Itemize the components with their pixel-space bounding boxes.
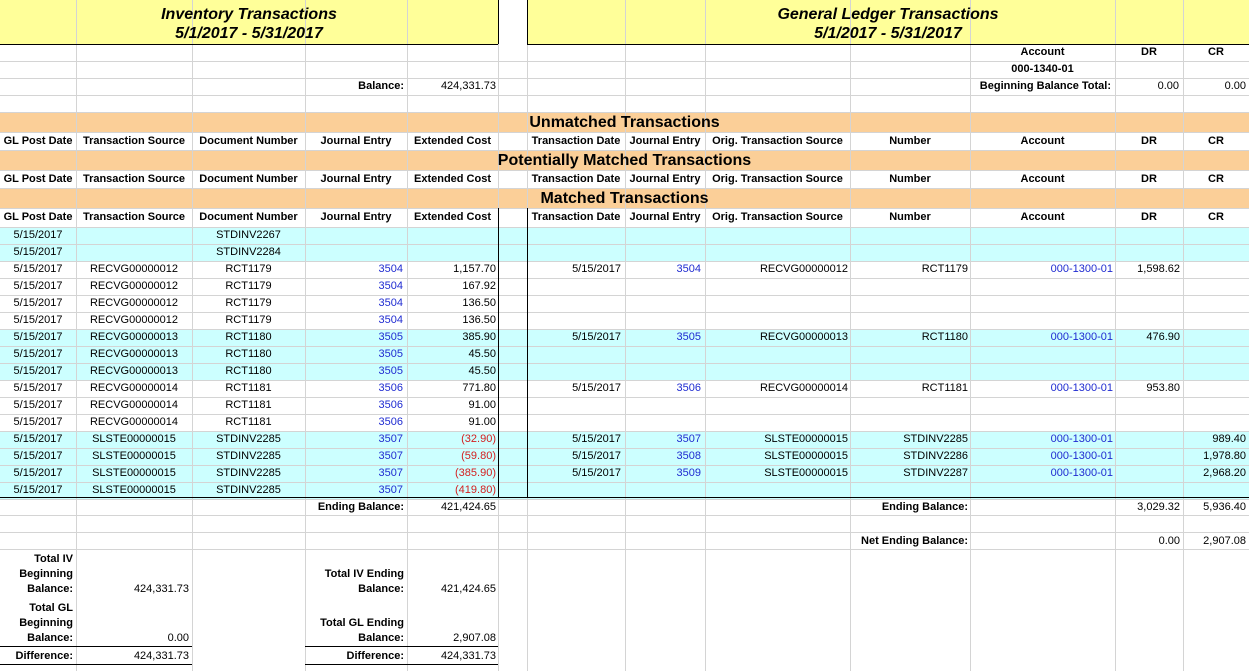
gl-column-header[interactable]: Account xyxy=(1020,173,1065,185)
gl-dr: 953.80 xyxy=(1146,382,1180,394)
gl-transaction-date: 5/15/2017 xyxy=(572,433,621,445)
gl-dr xyxy=(1115,448,1183,465)
gl-cr: 989.40 xyxy=(1212,433,1246,445)
iv-column-header[interactable]: Transaction Source xyxy=(82,135,186,147)
gl-title: General Ledger Transactions xyxy=(777,6,999,23)
gl-dr xyxy=(1115,465,1183,482)
iv-document-number: RCT1181 xyxy=(225,399,272,411)
iv-transaction-source: RECVG00000013 xyxy=(89,365,179,377)
iv-extended-cost: 45.50 xyxy=(468,348,496,360)
total-gl-beginning-value: 0.00 xyxy=(167,632,189,644)
total-iv-beginning-line3: Balance: xyxy=(27,583,73,595)
gl-transaction-date: 5/15/2017 xyxy=(572,263,621,275)
iv-extended-cost: 45.50 xyxy=(468,365,496,377)
net-ending-cr: 2,907.08 xyxy=(1203,535,1246,547)
iv-column-header[interactable]: Extended Cost xyxy=(413,173,491,185)
gl-orig-source: RECVG00000014 xyxy=(759,382,848,394)
account-header: Account xyxy=(1020,46,1065,58)
iv-column-header[interactable]: Journal Entry xyxy=(320,211,392,223)
iv-journal-entry[interactable]: 3504 xyxy=(378,263,403,275)
gl-column-header[interactable]: DR xyxy=(1141,173,1157,185)
iv-title: Inventory Transactions xyxy=(161,6,337,23)
gl-journal-entry[interactable]: 3504 xyxy=(676,263,701,275)
gl-column-header[interactable]: Orig. Transaction Source xyxy=(712,135,843,147)
iv-document-number: RCT1180 xyxy=(225,348,272,360)
matched-title: Matched Transactions xyxy=(540,190,709,207)
total-gl-beginning-line3: Balance: xyxy=(27,632,73,644)
iv-post-date: 5/15/2017 xyxy=(13,280,63,292)
gridline-horizontal xyxy=(0,95,1249,96)
iv-column-header[interactable]: GL Post Date xyxy=(3,173,73,185)
iv-post-date: 5/15/2017 xyxy=(13,416,63,428)
gl-column-header[interactable]: Number xyxy=(889,173,931,185)
total-gl-ending-line1: Total GL Ending xyxy=(320,617,404,629)
iv-post-date: 5/15/2017 xyxy=(13,229,63,241)
account-number: 000-1340-01 xyxy=(1011,63,1074,75)
gl-column-header[interactable]: Journal Entry xyxy=(629,135,701,147)
iv-post-date: 5/15/2017 xyxy=(13,263,63,275)
gl-column-header[interactable]: Orig. Transaction Source xyxy=(712,211,843,223)
total-iv-beginning-line2: Beginning xyxy=(19,568,73,580)
iv-extended-cost: 91.00 xyxy=(468,416,496,428)
gl-column-header[interactable]: CR xyxy=(1208,211,1224,223)
iv-journal-entry[interactable] xyxy=(305,244,407,261)
iv-journal-entry[interactable]: 3507 xyxy=(378,467,403,479)
iv-extended-cost: 1,157.70 xyxy=(453,263,496,275)
iv-post-date: 5/15/2017 xyxy=(13,331,63,343)
gl-cr: 2,968.20 xyxy=(1203,467,1246,479)
iv-transaction-source: RECVG00000012 xyxy=(89,263,179,275)
gl-dr: 476.90 xyxy=(1146,331,1180,343)
iv-extended-cost: 167.92 xyxy=(462,280,496,292)
iv-post-date: 5/15/2017 xyxy=(13,467,63,479)
iv-post-date: 5/15/2017 xyxy=(13,348,63,360)
difference-value: 424,331.73 xyxy=(133,650,189,662)
total-iv-beginning-value: 424,331.73 xyxy=(133,583,189,595)
iv-transaction-source: RECVG00000014 xyxy=(89,416,179,428)
gridline-horizontal xyxy=(0,549,1249,550)
iv-document-number: RCT1179 xyxy=(225,280,272,292)
gl-journal-entry[interactable]: 3506 xyxy=(676,382,701,394)
gl-cr xyxy=(1183,380,1249,397)
iv-transaction-source: RECVG00000013 xyxy=(89,331,179,343)
iv-extended-cost: 91.00 xyxy=(468,399,496,411)
iv-extended-cost xyxy=(407,244,498,261)
iv-document-number: RCT1180 xyxy=(225,331,272,343)
gl-column-header[interactable]: Orig. Transaction Source xyxy=(712,173,843,185)
gl-transaction-date: 5/15/2017 xyxy=(572,467,621,479)
iv-document-number: STDINV2285 xyxy=(216,484,281,496)
gl-column-header[interactable]: Journal Entry xyxy=(629,173,701,185)
gl-column-header[interactable]: DR xyxy=(1141,211,1157,223)
iv-journal-entry[interactable]: 3507 xyxy=(378,433,403,445)
cr-header: CR xyxy=(1208,46,1224,58)
difference-label-2: Difference: xyxy=(346,650,404,662)
gl-ending-cr: 5,936.40 xyxy=(1203,501,1246,513)
balance-value: 424,331.73 xyxy=(440,80,496,92)
gl-cr xyxy=(1183,329,1249,346)
iv-extended-cost: 136.50 xyxy=(462,314,496,326)
net-ending-dr: 0.00 xyxy=(1158,535,1180,547)
iv-journal-entry[interactable]: 3504 xyxy=(378,314,403,326)
gl-account[interactable]: 000-1300-01 xyxy=(1050,467,1113,479)
iv-transaction-source: SLSTE00000015 xyxy=(92,433,176,445)
iv-column-header[interactable]: Document Number xyxy=(199,211,298,223)
iv-period: 5/1/2017 - 5/31/2017 xyxy=(175,25,323,42)
iv-extended-cost: (385.90) xyxy=(455,467,496,479)
iv-column-header[interactable]: Transaction Source xyxy=(82,211,186,223)
iv-transaction-source: SLSTE00000015 xyxy=(92,450,176,462)
gl-column-header[interactable]: Number xyxy=(889,135,931,147)
iv-post-date: 5/15/2017 xyxy=(13,382,63,394)
ending-balance-label: Ending Balance: xyxy=(317,501,404,513)
gl-transaction-date: 5/15/2017 xyxy=(572,450,621,462)
iv-transaction-source: RECVG00000014 xyxy=(89,399,179,411)
gl-column-header[interactable]: Account xyxy=(1020,211,1065,223)
iv-post-date: 5/15/2017 xyxy=(13,450,63,462)
gl-orig-source: SLSTE00000015 xyxy=(764,433,848,445)
gl-ending-balance-label: Ending Balance: xyxy=(881,501,968,513)
iv-post-date: 5/15/2017 xyxy=(13,365,63,377)
iv-document-number: RCT1179 xyxy=(225,263,272,275)
gridline-horizontal xyxy=(0,532,1249,533)
iv-journal-entry[interactable]: 3505 xyxy=(378,365,403,377)
iv-transaction-source: RECVG00000013 xyxy=(89,348,179,360)
iv-document-number: RCT1181 xyxy=(225,416,272,428)
gl-number: RCT1179 xyxy=(921,263,968,275)
iv-column-header[interactable]: Transaction Source xyxy=(82,173,186,185)
iv-journal-entry[interactable]: 3504 xyxy=(378,297,403,309)
iv-column-header[interactable]: GL Post Date xyxy=(3,135,73,147)
iv-column-header[interactable]: Document Number xyxy=(199,135,298,147)
gl-number: RCT1180 xyxy=(921,331,968,343)
gl-journal-entry[interactable]: 3509 xyxy=(676,467,701,479)
gl-column-header[interactable]: Transaction Date xyxy=(531,135,621,147)
iv-transaction-source: RECVG00000012 xyxy=(89,297,179,309)
iv-ending-balance: 421,424.65 xyxy=(440,501,496,513)
iv-post-date: 5/15/2017 xyxy=(13,246,63,258)
gl-account[interactable]: 000-1300-01 xyxy=(1050,263,1113,275)
beginning-dr: 0.00 xyxy=(1157,80,1179,92)
gl-dr xyxy=(1115,431,1183,448)
gl-orig-source: RECVG00000013 xyxy=(759,331,848,343)
gl-journal-entry[interactable]: 3508 xyxy=(676,450,701,462)
gl-orig-source: SLSTE00000015 xyxy=(764,467,848,479)
iv-extended-cost: 771.80 xyxy=(462,382,496,394)
iv-extended-cost: 136.50 xyxy=(462,297,496,309)
iv-document-number: STDINV2285 xyxy=(216,467,281,479)
gl-number: RCT1181 xyxy=(921,382,968,394)
unmatched-title: Unmatched Transactions xyxy=(529,114,720,131)
dr-header: DR xyxy=(1141,46,1157,58)
gl-orig-source: RECVG00000012 xyxy=(759,263,848,275)
gridline-horizontal xyxy=(0,515,1249,516)
gl-column-header[interactable]: CR xyxy=(1208,173,1224,185)
balance-label: Balance: xyxy=(358,80,404,92)
gl-number: STDINV2286 xyxy=(903,450,968,462)
iv-document-number: RCT1180 xyxy=(225,365,272,377)
gl-column-header[interactable]: Number xyxy=(889,211,931,223)
iv-document-number: STDINV2285 xyxy=(216,450,281,462)
gl-column-header[interactable]: CR xyxy=(1208,135,1224,147)
iv-transaction-source: SLSTE00000015 xyxy=(92,467,176,479)
iv-transaction-source: SLSTE00000015 xyxy=(92,484,176,496)
iv-journal-entry[interactable]: 3504 xyxy=(378,280,403,292)
iv-column-header[interactable]: Document Number xyxy=(199,173,298,185)
iv-extended-cost: (59.80) xyxy=(461,450,496,462)
gl-account[interactable]: 000-1300-01 xyxy=(1050,433,1113,445)
gridline-horizontal xyxy=(0,499,1249,500)
iv-document-number: STDINV2285 xyxy=(216,433,281,445)
net-ending-balance-label: Net Ending Balance: xyxy=(861,535,968,547)
total-iv-ending-value: 421,424.65 xyxy=(440,583,496,595)
iv-transaction-source: RECVG00000012 xyxy=(89,280,179,292)
total-gl-ending-value: 2,907.08 xyxy=(453,632,496,644)
iv-transaction-source xyxy=(76,227,192,244)
total-iv-ending-line2: Balance: xyxy=(358,583,404,595)
iv-column-header[interactable]: Journal Entry xyxy=(320,135,392,147)
iv-post-date: 5/15/2017 xyxy=(13,399,63,411)
iv-journal-entry[interactable]: 3506 xyxy=(378,382,403,394)
gl-dr: 1,598.62 xyxy=(1137,263,1180,275)
iv-journal-entry[interactable]: 3506 xyxy=(378,416,403,428)
iv-transaction-source: RECVG00000014 xyxy=(89,382,179,394)
potentially-title: Potentially Matched Transactions xyxy=(497,152,752,169)
iv-extended-cost: 385.90 xyxy=(462,331,496,343)
iv-document-number: RCT1179 xyxy=(225,314,272,326)
iv-column-header[interactable]: GL Post Date xyxy=(3,211,73,223)
iv-post-date: 5/15/2017 xyxy=(13,297,63,309)
iv-extended-cost xyxy=(407,227,498,244)
gl-ending-dr: 3,029.32 xyxy=(1137,501,1180,513)
iv-transaction-source xyxy=(76,244,192,261)
difference-label: Difference: xyxy=(15,650,73,662)
iv-document-number: RCT1179 xyxy=(225,297,272,309)
iv-document-number: STDINV2267 xyxy=(216,229,281,241)
gl-column-header[interactable]: Journal Entry xyxy=(629,211,701,223)
gl-journal-entry[interactable]: 3505 xyxy=(676,331,701,343)
total-iv-ending-line1: Total IV Ending xyxy=(324,568,404,580)
iv-document-number: STDINV2284 xyxy=(216,246,281,258)
iv-column-header[interactable]: Extended Cost xyxy=(413,135,491,147)
gl-column-header[interactable]: Transaction Date xyxy=(531,173,621,185)
iv-journal-entry[interactable]: 3507 xyxy=(378,450,403,462)
iv-column-header[interactable]: Journal Entry xyxy=(320,173,392,185)
gl-orig-source: SLSTE00000015 xyxy=(764,450,848,462)
iv-extended-cost: (32.90) xyxy=(461,433,496,445)
total-iv-beginning-line1: Total IV xyxy=(34,553,73,565)
gl-column-header[interactable]: DR xyxy=(1141,135,1157,147)
gl-transaction-date: 5/15/2017 xyxy=(572,382,621,394)
iv-post-date: 5/15/2017 xyxy=(13,314,63,326)
iv-column-header[interactable]: Extended Cost xyxy=(413,211,491,223)
gl-account[interactable]: 000-1300-01 xyxy=(1050,382,1113,394)
iv-extended-cost: (419.80) xyxy=(455,484,496,496)
gl-column-header[interactable]: Transaction Date xyxy=(531,211,621,223)
gl-number: STDINV2287 xyxy=(903,467,968,479)
gl-number: STDINV2285 xyxy=(903,433,968,445)
gl-transaction-date: 5/15/2017 xyxy=(572,331,621,343)
gl-cr xyxy=(1183,261,1249,278)
total-gl-beginning-line1: Total GL xyxy=(29,602,73,614)
difference-value-2: 424,331.73 xyxy=(440,650,496,662)
beginning-balance-total-label: Beginning Balance Total: xyxy=(979,80,1111,92)
beginning-cr: 0.00 xyxy=(1224,80,1246,92)
gl-account[interactable]: 000-1300-01 xyxy=(1050,331,1113,343)
total-gl-beginning-line2: Beginning xyxy=(19,617,73,629)
iv-journal-entry[interactable]: 3505 xyxy=(378,331,403,343)
iv-journal-entry[interactable] xyxy=(305,227,407,244)
gl-cr: 1,978.80 xyxy=(1203,450,1246,462)
iv-journal-entry[interactable]: 3506 xyxy=(378,399,403,411)
iv-post-date: 5/15/2017 xyxy=(13,433,63,445)
gl-account[interactable]: 000-1300-01 xyxy=(1050,450,1113,462)
total-gl-ending-line2: Balance: xyxy=(358,632,404,644)
gl-period: 5/1/2017 - 5/31/2017 xyxy=(814,25,962,42)
iv-journal-entry[interactable]: 3505 xyxy=(378,348,403,360)
iv-journal-entry[interactable]: 3507 xyxy=(378,484,403,496)
iv-transaction-source: RECVG00000012 xyxy=(89,314,179,326)
gl-column-header[interactable]: Account xyxy=(1020,135,1065,147)
gl-journal-entry[interactable]: 3507 xyxy=(676,433,701,445)
iv-document-number: RCT1181 xyxy=(225,382,272,394)
iv-post-date: 5/15/2017 xyxy=(13,484,63,496)
